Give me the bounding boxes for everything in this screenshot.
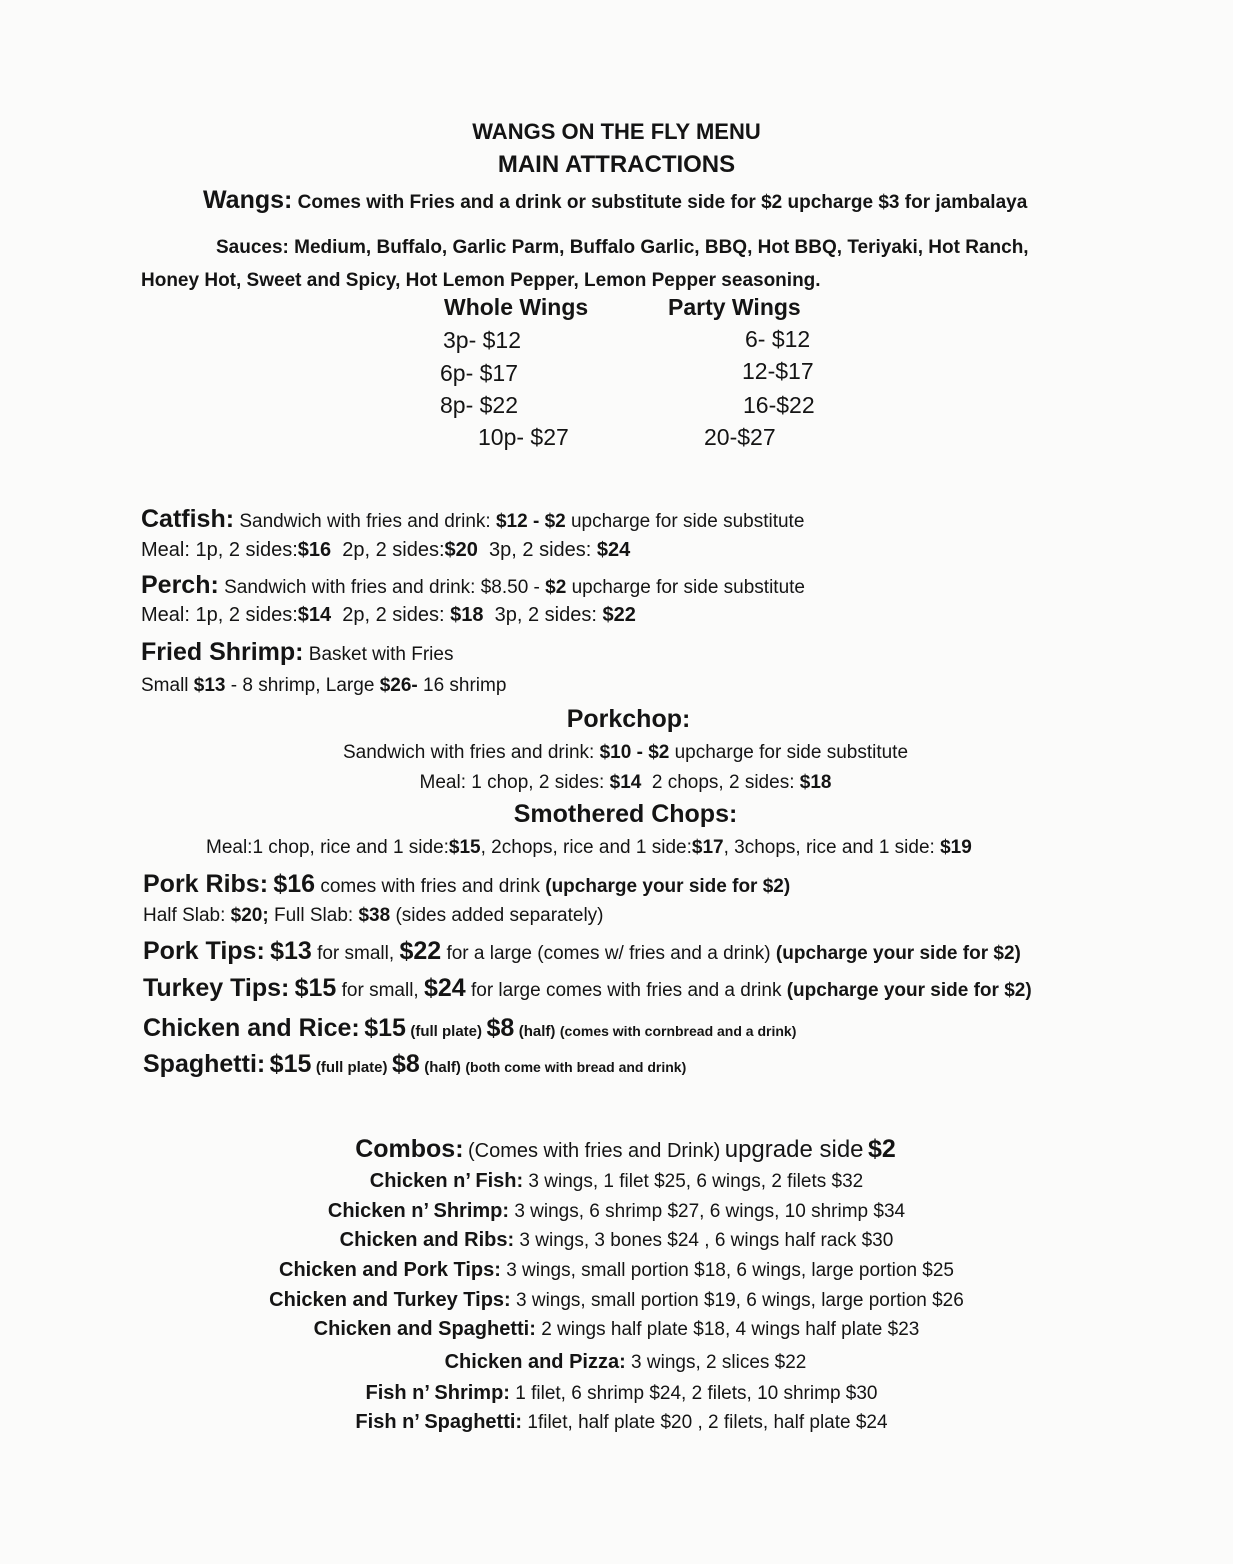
combo-item: Fish n’ Spaghetti: 1filet, half plate $20 , 2 filets, half plate $24 [355,1411,888,1433]
smothered-chops-line: Meal:1 chop, rice and 1 side:$15, 2chops, rice and 1 side:$17, 3chops, rice and 1 side: $19 [206,837,972,858]
fried-shrimp-label: Fried Shrimp: [141,638,304,666]
wangs-price-a: $2 [761,192,783,213]
whole-wings-price-row: 10p- $27 [478,424,569,450]
whole-wings-price-row: 3p- $12 [443,327,522,353]
combo-item: Chicken n’ Shrimp: 3 wings, 6 shrimp $27, 6 wings, 10 shrimp $34 [327,1200,906,1222]
catfish-meal-line: Meal: 1p, 2 sides:$16 2p, 2 sides:$20 3p, 2 sides: $24 [141,539,631,561]
pork-ribs-label: Pork Ribs: [143,870,269,898]
sauces-line-2: Honey Hot, Sweet and Spicy, Hot Lemon Pepper, Lemon Pepper seasoning. [141,270,821,291]
pork-tips-label: Pork Tips: [143,937,265,965]
menu-subtitle: MAIN ATTRACTIONS [497,151,736,178]
catfish-label: Catfish: [141,505,235,533]
wangs-desc-c: for jambalaya [904,192,1028,213]
menu-title: WANGS ON THE FLY MENU [472,119,761,144]
wangs-label: Wangs: [203,186,293,214]
catfish-upcharge: $2 [544,511,566,532]
turkey-tips-line: Turkey Tips: $15 for small, $24 for large comes with fries and a drink (upcharge your side for $2) [143,974,1032,1002]
smothered-chops-label: Smothered Chops: [513,800,738,828]
fried-shrimp-sizes: Small $13 - 8 shrimp, Large $26- 16 shrimp [141,675,507,696]
chicken-rice-label: Chicken and Rice: [143,1014,360,1042]
perch-line: Perch: Sandwich with fries and drink: $8.50 - $2 upcharge for side substitute [141,571,805,599]
porkchop-meal-line: Meal: 1 chop, 2 sides: $14 2 chops, 2 sides: $18 [419,772,832,793]
wangs-line [203,188,1027,213]
catfish-desc: Sandwich with fries and drink: [239,511,491,532]
combo-item: Chicken and Turkey Tips: 3 wings, small portion $19, 6 wings, large portion $26 [269,1289,964,1311]
party-wings-price-row: 12-$17 [742,358,814,384]
wangs-desc-a: Comes with Fries and a drink or substitute side for [297,192,756,213]
turkey-tips-label: Turkey Tips: [143,974,290,1002]
spaghetti-label: Spaghetti: [143,1050,266,1078]
whole-wings-price-row: 8p- $22 [440,392,519,418]
combos-label: Combos: [355,1135,464,1163]
whole-wings-price-row: 6p- $17 [440,360,519,386]
perch-upcharge: $2 [545,577,567,598]
catfish-line: Catfish: Sandwich with fries and drink: $12 - $2 upcharge for side substitute [141,505,805,533]
party-wings-price-row: 6- $12 [745,326,811,352]
wangs-desc-b: upcharge [787,192,874,213]
combo-item: Chicken and Pork Tips: 3 wings, small portion $18, 6 wings, large portion $25 [279,1259,954,1281]
pork-tips-line: Pork Tips: $13 for small, $22 for a large (comes w/ fries and a drink) (upcharge your side for $2) [143,937,1021,965]
pork-ribs-slabs: Half Slab: $20; Full Slab: $38 (sides added separately) [143,905,604,926]
catfish-upcharge-text: upcharge for side substitute [570,511,805,532]
pork-ribs-line: Pork Ribs: $16 comes with fries and drink (upcharge your side for $2) [143,870,791,898]
porkchop-sandwich-line: Sandwich with fries and drink: $10 - $2 upcharge for side substitute [342,742,909,763]
sauces-line-1: Sauces: Medium, Buffalo, Garlic Parm, Buffalo Garlic, BBQ, Hot BBQ, Teriyaki, Hot Ranch, [216,237,1029,258]
party-wings-header: Party Wings [668,294,801,320]
perch-label: Perch: [141,571,219,599]
party-wings-price-row: 16-$22 [743,392,815,418]
catfish-price: $12 [495,511,528,532]
combo-item: Chicken and Spaghetti: 2 wings half plate $18, 4 wings half plate $23 [313,1318,920,1340]
perch-desc: Sandwich with fries and drink: $8.50 - [224,577,540,598]
party-wings-price-row: 20-$27 [704,424,776,450]
porkchop-label: Porkchop: [566,705,691,733]
combo-item: Chicken and Ribs: 3 wings, 3 bones $24 , 6 wings half rack $30 [339,1229,894,1251]
combo-item: Chicken n’ Fish: 3 wings, 1 filet $25, 6 wings, 2 filets $32 [369,1170,864,1192]
wangs-price-b: $3 [878,192,900,213]
combos-header: Combos: (Comes with fries and Drink) upgrade side $2 [355,1135,896,1163]
whole-wings-header: Whole Wings [444,294,589,320]
fried-shrimp-line: Fried Shrimp: Basket with Fries [141,638,454,666]
combo-item: Chicken and Pizza: 3 wings, 2 slices $22 [444,1351,807,1373]
perch-meal-line: Meal: 1p, 2 sides:$14 2p, 2 sides: $18 3p, 2 sides: $22 [141,604,636,626]
spaghetti-line: Spaghetti: $15 (full plate) $8 (half) (both come with bread and drink) [143,1050,687,1078]
combo-item: Fish n’ Shrimp: 1 filet, 6 shrimp $24, 2 filets, 10 shrimp $30 [365,1382,878,1404]
chicken-rice-line: Chicken and Rice: $15 (full plate) $8 (half) (comes with cornbread and a drink) [143,1014,797,1042]
